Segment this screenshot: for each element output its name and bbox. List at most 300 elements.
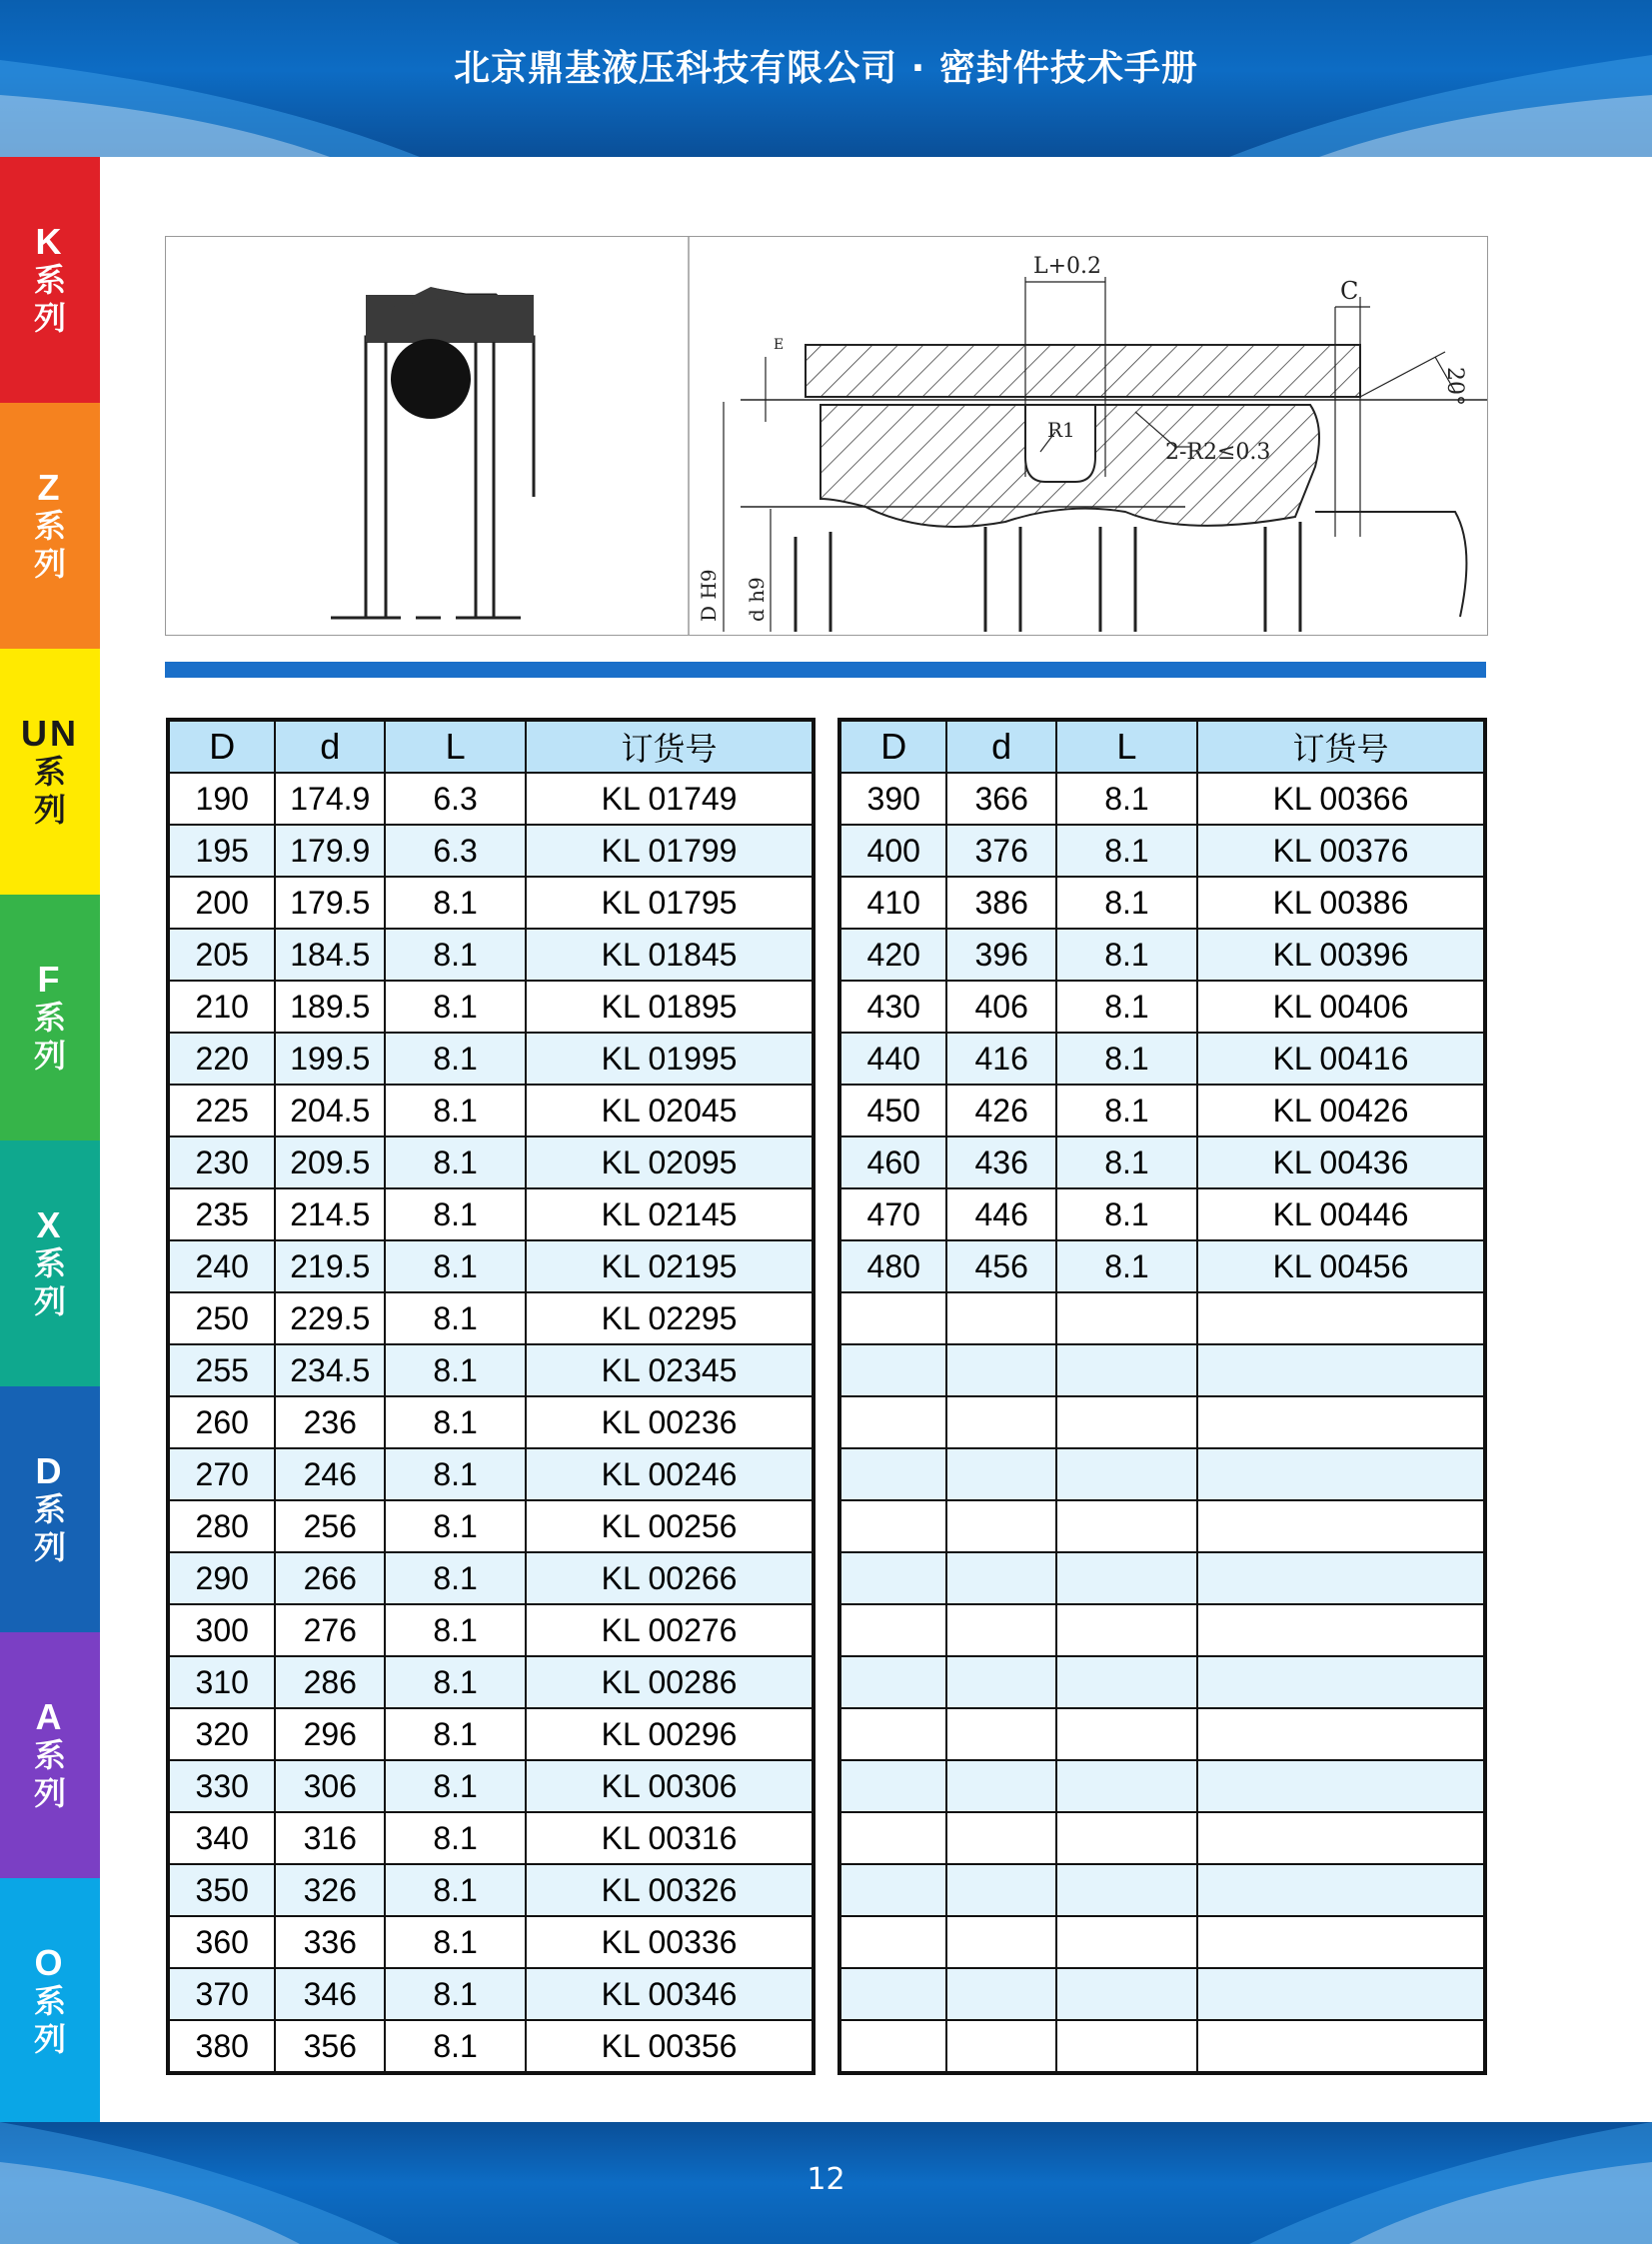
table-cell bbox=[839, 1604, 946, 1656]
label-radius1: R1 bbox=[1047, 418, 1075, 442]
series-tab-word: 列 bbox=[33, 299, 66, 337]
table-row bbox=[168, 1864, 814, 1916]
table-row bbox=[839, 1656, 1485, 1708]
series-tab-word: 系 bbox=[33, 1736, 66, 1774]
table-cell: 296 bbox=[275, 1708, 385, 1760]
table-row bbox=[168, 1656, 814, 1708]
table-cell bbox=[1197, 1500, 1485, 1552]
table-cell: 460 bbox=[839, 1136, 946, 1188]
table-row bbox=[839, 1812, 1485, 1864]
table-cell: 8.1 bbox=[1056, 1033, 1197, 1085]
table-cell: KL 00246 bbox=[526, 1448, 814, 1500]
table-cell: 205 bbox=[168, 929, 275, 981]
seal-drawing-svg bbox=[166, 237, 1487, 635]
table-cell bbox=[946, 1448, 1055, 1500]
table-cell: KL 01799 bbox=[526, 825, 814, 877]
table-cell bbox=[946, 2020, 1055, 2073]
table-cell bbox=[1056, 2020, 1197, 2073]
table-cell: 210 bbox=[168, 981, 275, 1033]
table-cell: 179.9 bbox=[275, 825, 385, 877]
table-cell bbox=[1056, 1344, 1197, 1396]
label-radius2: 2-R2≤0.3 bbox=[1165, 440, 1271, 465]
label-bore: D H9 bbox=[697, 569, 721, 622]
table-cell: KL 00236 bbox=[526, 1396, 814, 1448]
table-row bbox=[168, 1085, 814, 1136]
table-cell: KL 01795 bbox=[526, 877, 814, 929]
table-row bbox=[168, 1033, 814, 1085]
table-cell bbox=[1197, 1396, 1485, 1448]
table-cell: 8.1 bbox=[385, 1812, 526, 1864]
table-cell: 306 bbox=[275, 1760, 385, 1812]
table-cell bbox=[839, 2020, 946, 2073]
table-row bbox=[168, 773, 814, 825]
series-tab-word: 系 bbox=[33, 999, 66, 1037]
series-tab-code: O bbox=[34, 1942, 66, 1983]
table-cell bbox=[1197, 1864, 1485, 1916]
table-row bbox=[839, 1085, 1485, 1136]
table-cell: 396 bbox=[946, 929, 1055, 981]
table-cell bbox=[1197, 1344, 1485, 1396]
table-cell: 209.5 bbox=[275, 1136, 385, 1188]
series-tab-code: A bbox=[35, 1696, 65, 1737]
table-cell: 8.1 bbox=[1056, 1085, 1197, 1136]
table-cell: 8.1 bbox=[1056, 929, 1197, 981]
table-cell: 236 bbox=[275, 1396, 385, 1448]
table-cell: 330 bbox=[168, 1760, 275, 1812]
table-cell: 326 bbox=[275, 1864, 385, 1916]
table-cell: 346 bbox=[275, 1968, 385, 2020]
table-cell: 260 bbox=[168, 1396, 275, 1448]
table-cell: KL 02295 bbox=[526, 1292, 814, 1344]
table-cell bbox=[839, 1448, 946, 1500]
table-cell: 255 bbox=[168, 1344, 275, 1396]
table-cell: KL 00356 bbox=[526, 2020, 814, 2073]
page-number: 12 bbox=[807, 2162, 845, 2197]
column-header-d: d bbox=[275, 720, 385, 773]
table-cell: KL 00416 bbox=[1197, 1033, 1485, 1085]
table-row bbox=[839, 1344, 1485, 1396]
table-row bbox=[168, 1708, 814, 1760]
table-cell bbox=[1056, 1396, 1197, 1448]
table-cell bbox=[839, 1864, 946, 1916]
column-header-L: L bbox=[385, 720, 526, 773]
table-cell: 366 bbox=[946, 773, 1055, 825]
table-row bbox=[839, 1864, 1485, 1916]
table-cell: 356 bbox=[275, 2020, 385, 2073]
table-cell: KL 01845 bbox=[526, 929, 814, 981]
table-cell bbox=[946, 1604, 1055, 1656]
table-row bbox=[168, 1136, 814, 1188]
table-cell: 380 bbox=[168, 2020, 275, 2073]
table-cell: 8.1 bbox=[385, 1552, 526, 1604]
column-header-order-number: 订货号 bbox=[1197, 720, 1485, 773]
table-cell bbox=[1056, 1760, 1197, 1812]
table-cell: 8.1 bbox=[385, 1448, 526, 1500]
table-row bbox=[839, 877, 1485, 929]
table-row bbox=[839, 1552, 1485, 1604]
table-cell: 8.1 bbox=[385, 2020, 526, 2073]
table-cell: 270 bbox=[168, 1448, 275, 1500]
table-cell: KL 00336 bbox=[526, 1916, 814, 1968]
table-header-row bbox=[839, 720, 1485, 773]
table-cell: 416 bbox=[946, 1033, 1055, 1085]
series-tab-code: K bbox=[35, 221, 65, 262]
table-cell: 8.1 bbox=[385, 1033, 526, 1085]
table-cell: KL 00326 bbox=[526, 1864, 814, 1916]
table-cell: 8.1 bbox=[1056, 1240, 1197, 1292]
table-cell bbox=[946, 1500, 1055, 1552]
table-cell: 8.1 bbox=[385, 1708, 526, 1760]
table-cell bbox=[1197, 1916, 1485, 1968]
header-title: 北京鼎基液压科技有限公司 · 密封件技术手册 bbox=[454, 48, 1198, 89]
table-cell: 8.1 bbox=[385, 1085, 526, 1136]
column-header-order-number: 订货号 bbox=[526, 720, 814, 773]
table-cell: 234.5 bbox=[275, 1344, 385, 1396]
table-cell: 8.1 bbox=[1056, 1136, 1197, 1188]
table-cell: 456 bbox=[946, 1240, 1055, 1292]
table-cell: 360 bbox=[168, 1916, 275, 1968]
table-cell: 8.1 bbox=[1056, 1188, 1197, 1240]
table-cell: KL 01749 bbox=[526, 773, 814, 825]
table-cell: 300 bbox=[168, 1604, 275, 1656]
table-row bbox=[168, 1604, 814, 1656]
table-cell: KL 00456 bbox=[1197, 1240, 1485, 1292]
table-cell: KL 00406 bbox=[1197, 981, 1485, 1033]
table-row bbox=[168, 1292, 814, 1344]
table-cell: 229.5 bbox=[275, 1292, 385, 1344]
table-row bbox=[168, 1552, 814, 1604]
label-groove-width: L+0.2 bbox=[1033, 254, 1102, 279]
series-tab-d[interactable] bbox=[0, 1386, 100, 1632]
table-cell bbox=[946, 1552, 1055, 1604]
series-tab-code: X bbox=[36, 1204, 64, 1245]
groove-installation-drawing bbox=[697, 254, 1487, 632]
seal-technical-drawing bbox=[165, 236, 1488, 636]
table-cell: 184.5 bbox=[275, 929, 385, 981]
page-header bbox=[0, 0, 1652, 157]
table-cell: KL 01895 bbox=[526, 981, 814, 1033]
table-cell: KL 02195 bbox=[526, 1240, 814, 1292]
table-cell bbox=[946, 1708, 1055, 1760]
table-cell bbox=[839, 1656, 946, 1708]
table-cell: 204.5 bbox=[275, 1085, 385, 1136]
table-cell: 174.9 bbox=[275, 773, 385, 825]
table-cell bbox=[946, 1292, 1055, 1344]
table-cell: 410 bbox=[839, 877, 946, 929]
table-cell: 240 bbox=[168, 1240, 275, 1292]
table-cell: KL 00276 bbox=[526, 1604, 814, 1656]
series-sidebar bbox=[0, 157, 100, 2122]
table-cell: 450 bbox=[839, 1085, 946, 1136]
series-tab-word: 系 bbox=[33, 261, 66, 299]
table-row bbox=[839, 1604, 1485, 1656]
table-cell: KL 00366 bbox=[1197, 773, 1485, 825]
table-cell: 8.1 bbox=[385, 1136, 526, 1188]
spec-table-right bbox=[837, 718, 1487, 2075]
table-row bbox=[168, 1968, 814, 2020]
table-cell: 290 bbox=[168, 1552, 275, 1604]
table-cell: KL 00296 bbox=[526, 1708, 814, 1760]
table-cell bbox=[946, 1396, 1055, 1448]
table-row bbox=[839, 2020, 1485, 2073]
table-cell bbox=[839, 1344, 946, 1396]
table-cell: 8.1 bbox=[385, 1760, 526, 1812]
table-cell: 426 bbox=[946, 1085, 1055, 1136]
table-cell: 266 bbox=[275, 1552, 385, 1604]
series-tab-word: 列 bbox=[33, 2020, 66, 2058]
table-cell: 446 bbox=[946, 1188, 1055, 1240]
table-cell: KL 02345 bbox=[526, 1344, 814, 1396]
column-header-d: d bbox=[946, 720, 1055, 773]
table-row bbox=[168, 1240, 814, 1292]
table-cell: 370 bbox=[168, 1968, 275, 2020]
table-row bbox=[168, 929, 814, 981]
table-cell: 8.1 bbox=[385, 1604, 526, 1656]
column-header-D: D bbox=[168, 720, 275, 773]
table-cell: KL 00376 bbox=[1197, 825, 1485, 877]
table-cell bbox=[839, 1916, 946, 1968]
table-cell: 250 bbox=[168, 1292, 275, 1344]
table-cell: 6.3 bbox=[385, 825, 526, 877]
table-cell: 400 bbox=[839, 825, 946, 877]
series-tab-word: 系 bbox=[33, 507, 66, 545]
table-cell: 190 bbox=[168, 773, 275, 825]
spec-table-left bbox=[166, 718, 816, 2075]
series-tab-z[interactable] bbox=[0, 403, 100, 649]
table-cell: 436 bbox=[946, 1136, 1055, 1188]
table-cell: KL 02145 bbox=[526, 1188, 814, 1240]
table-cell bbox=[1197, 1604, 1485, 1656]
table-row bbox=[168, 1448, 814, 1500]
table-cell: 8.1 bbox=[385, 1396, 526, 1448]
table-cell: 310 bbox=[168, 1656, 275, 1708]
table-cell: 316 bbox=[275, 1812, 385, 1864]
table-cell: 440 bbox=[839, 1033, 946, 1085]
table-row bbox=[839, 1760, 1485, 1812]
table-cell: KL 00446 bbox=[1197, 1188, 1485, 1240]
table-cell bbox=[946, 1656, 1055, 1708]
table-cell: 189.5 bbox=[275, 981, 385, 1033]
series-tab-word: 系 bbox=[33, 1982, 66, 2020]
table-row bbox=[168, 1344, 814, 1396]
table-row bbox=[839, 825, 1485, 877]
series-tab-code: UN bbox=[21, 713, 79, 754]
table-row bbox=[839, 929, 1485, 981]
table-row bbox=[839, 1136, 1485, 1188]
column-header-L: L bbox=[1056, 720, 1197, 773]
table-cell: 276 bbox=[275, 1604, 385, 1656]
table-cell: 8.1 bbox=[1056, 981, 1197, 1033]
table-cell: 8.1 bbox=[1056, 877, 1197, 929]
table-cell: 200 bbox=[168, 877, 275, 929]
table-row bbox=[839, 1396, 1485, 1448]
series-tab-word: 列 bbox=[33, 791, 66, 829]
series-tab-word: 列 bbox=[33, 1528, 66, 1566]
table-cell bbox=[1197, 1552, 1485, 1604]
table-cell bbox=[1056, 1812, 1197, 1864]
series-tab-word: 列 bbox=[33, 545, 66, 583]
table-row bbox=[168, 877, 814, 929]
table-cell: 195 bbox=[168, 825, 275, 877]
table-row bbox=[839, 773, 1485, 825]
table-cell: 8.1 bbox=[385, 877, 526, 929]
page-footer bbox=[0, 2122, 1652, 2244]
table-cell bbox=[1197, 1812, 1485, 1864]
table-cell bbox=[1056, 1656, 1197, 1708]
table-cell: KL 01995 bbox=[526, 1033, 814, 1085]
table-cell: 179.5 bbox=[275, 877, 385, 929]
table-cell: 8.1 bbox=[385, 1656, 526, 1708]
table-cell: 286 bbox=[275, 1656, 385, 1708]
table-cell: KL 00396 bbox=[1197, 929, 1485, 981]
series-tab-o[interactable] bbox=[0, 1878, 100, 2124]
table-cell bbox=[839, 1812, 946, 1864]
table-row bbox=[168, 1916, 814, 1968]
table-row bbox=[839, 1708, 1485, 1760]
series-tab-word: 系 bbox=[33, 1490, 66, 1528]
table-cell: 8.1 bbox=[385, 1968, 526, 2020]
table-cell bbox=[1056, 1500, 1197, 1552]
table-cell bbox=[1197, 1760, 1485, 1812]
table-cell: 8.1 bbox=[1056, 773, 1197, 825]
table-cell: 470 bbox=[839, 1188, 946, 1240]
table-cell: 8.1 bbox=[385, 1864, 526, 1916]
table-cell: KL 00266 bbox=[526, 1552, 814, 1604]
column-header-D: D bbox=[839, 720, 946, 773]
table-cell: 219.5 bbox=[275, 1240, 385, 1292]
table-cell bbox=[1056, 1552, 1197, 1604]
table-cell: 214.5 bbox=[275, 1188, 385, 1240]
table-row bbox=[839, 1188, 1485, 1240]
table-cell: 340 bbox=[168, 1812, 275, 1864]
table-row bbox=[168, 981, 814, 1033]
table-row bbox=[839, 1500, 1485, 1552]
table-cell: 8.1 bbox=[385, 1240, 526, 1292]
series-tab-code: F bbox=[37, 959, 63, 1000]
table-cell: 220 bbox=[168, 1033, 275, 1085]
table-cell bbox=[1056, 1708, 1197, 1760]
series-tab-a[interactable] bbox=[0, 1632, 100, 1878]
table-cell bbox=[1197, 1708, 1485, 1760]
table-cell: 8.1 bbox=[385, 981, 526, 1033]
table-cell bbox=[1056, 1968, 1197, 2020]
table-cell: KL 00346 bbox=[526, 1968, 814, 2020]
table-cell bbox=[1056, 1916, 1197, 1968]
table-cell: KL 00256 bbox=[526, 1500, 814, 1552]
table-cell bbox=[839, 1396, 946, 1448]
table-cell: 8.1 bbox=[385, 1344, 526, 1396]
label-angle: 20° bbox=[1442, 367, 1467, 406]
table-cell bbox=[1056, 1864, 1197, 1916]
table-cell: KL 00436 bbox=[1197, 1136, 1485, 1188]
table-row bbox=[168, 1500, 814, 1552]
table-cell: 350 bbox=[168, 1864, 275, 1916]
table-cell: 246 bbox=[275, 1448, 385, 1500]
table-header-row bbox=[168, 720, 814, 773]
table-cell: 280 bbox=[168, 1500, 275, 1552]
series-tab-code: Z bbox=[37, 467, 63, 508]
table-cell: 406 bbox=[946, 981, 1055, 1033]
table-cell bbox=[946, 1864, 1055, 1916]
table-row bbox=[168, 1812, 814, 1864]
table-cell bbox=[946, 1968, 1055, 2020]
label-rod: d h9 bbox=[745, 577, 769, 622]
table-cell: 386 bbox=[946, 877, 1055, 929]
table-cell: KL 00386 bbox=[1197, 877, 1485, 929]
label-offset: E bbox=[774, 337, 785, 353]
series-tab-k[interactable] bbox=[0, 157, 100, 403]
table-row bbox=[839, 1033, 1485, 1085]
table-cell: 8.1 bbox=[385, 1500, 526, 1552]
table-row bbox=[839, 1292, 1485, 1344]
table-row bbox=[839, 981, 1485, 1033]
table-cell: 8.1 bbox=[385, 1916, 526, 1968]
table-cell: 230 bbox=[168, 1136, 275, 1188]
table-cell: 320 bbox=[168, 1708, 275, 1760]
table-cell: KL 02095 bbox=[526, 1136, 814, 1188]
table-cell: 336 bbox=[275, 1916, 385, 1968]
section-divider bbox=[165, 662, 1486, 678]
table-row bbox=[839, 1968, 1485, 2020]
table-cell: KL 00306 bbox=[526, 1760, 814, 1812]
table-cell bbox=[1056, 1604, 1197, 1656]
table-cell: KL 00286 bbox=[526, 1656, 814, 1708]
table-row bbox=[168, 2020, 814, 2073]
table-row bbox=[168, 1760, 814, 1812]
table-cell bbox=[1056, 1448, 1197, 1500]
table-cell bbox=[1197, 1968, 1485, 2020]
table-cell: 420 bbox=[839, 929, 946, 981]
table-cell: 480 bbox=[839, 1240, 946, 1292]
series-tab-un[interactable] bbox=[0, 649, 100, 895]
table-row bbox=[839, 1916, 1485, 1968]
table-cell bbox=[1197, 1656, 1485, 1708]
table-cell bbox=[1197, 2020, 1485, 2073]
table-cell bbox=[946, 1916, 1055, 1968]
label-chamfer: C bbox=[1340, 277, 1359, 305]
table-cell: KL 00426 bbox=[1197, 1085, 1485, 1136]
table-cell bbox=[839, 1500, 946, 1552]
table-row bbox=[168, 1396, 814, 1448]
series-tab-f[interactable] bbox=[0, 895, 100, 1140]
table-row bbox=[168, 825, 814, 877]
series-tab-x[interactable] bbox=[0, 1140, 100, 1386]
table-cell: 8.1 bbox=[385, 1188, 526, 1240]
series-tab-word: 列 bbox=[33, 1037, 66, 1075]
series-tab-word: 列 bbox=[33, 1774, 66, 1812]
table-row bbox=[168, 1188, 814, 1240]
table-cell: KL 02045 bbox=[526, 1085, 814, 1136]
table-cell bbox=[1197, 1448, 1485, 1500]
table-cell bbox=[839, 1708, 946, 1760]
table-cell: 390 bbox=[839, 773, 946, 825]
table-cell bbox=[839, 1292, 946, 1344]
series-tab-word: 系 bbox=[33, 753, 66, 791]
table-cell: 256 bbox=[275, 1500, 385, 1552]
table-cell: 8.1 bbox=[385, 1292, 526, 1344]
series-tab-word: 系 bbox=[33, 1244, 66, 1282]
table-cell: 8.1 bbox=[1056, 825, 1197, 877]
table-cell bbox=[1056, 1292, 1197, 1344]
table-cell: 6.3 bbox=[385, 773, 526, 825]
table-cell: KL 00316 bbox=[526, 1812, 814, 1864]
table-cell bbox=[839, 1760, 946, 1812]
table-cell: 199.5 bbox=[275, 1033, 385, 1085]
table-cell: 376 bbox=[946, 825, 1055, 877]
table-cell: 225 bbox=[168, 1085, 275, 1136]
table-cell bbox=[1197, 1292, 1485, 1344]
series-tab-code: D bbox=[35, 1450, 65, 1491]
